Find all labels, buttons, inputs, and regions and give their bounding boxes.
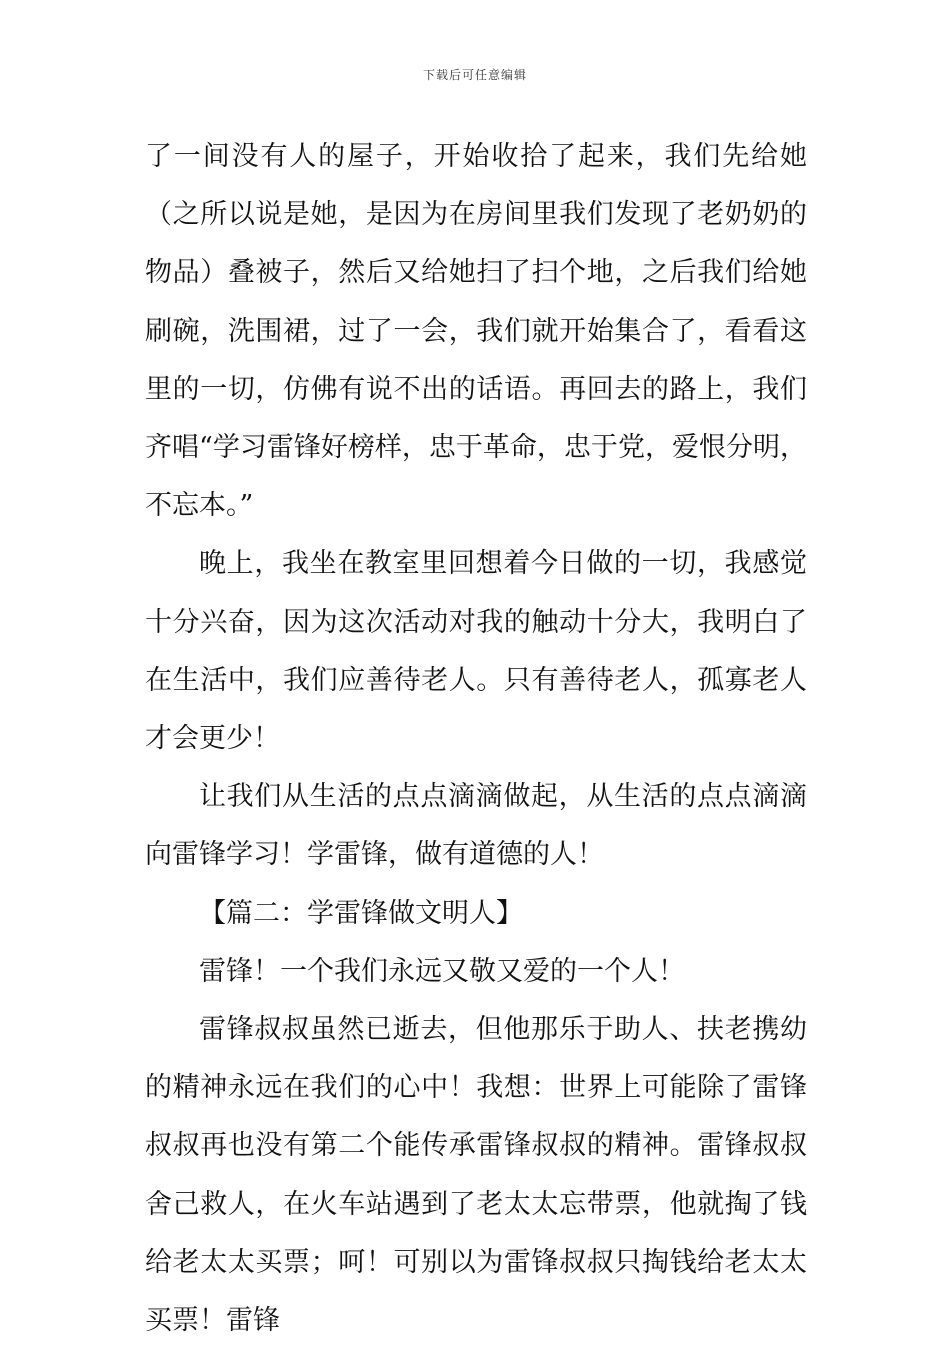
paragraph-leifeng-intro: 雷锋！一个我们永远又敬又爱的一个人！: [199, 955, 685, 987]
paragraph-learn-from-leifeng: 让我们从生活的点点滴滴做起，从生活的点点滴滴向雷锋学习！学雷锋，做有道德的人！: [145, 781, 807, 871]
document-body: [145, 128, 807, 1350]
section-heading: 【篇二：学雷锋做文明人】: [199, 897, 523, 929]
header-note: 下载后可任意编辑: [422, 68, 527, 82]
paragraph-continuation: 了一间没有人的屋子，开始收拾了起来，我们先给她（之所以说是她，是因为在房间里我们发现了老奶奶的物品）叠被子，然后又给她扫了扫个地，之后我们给她刷碗，洗围裙，过了一会，我们就开始集合了，看看这里的一切，仿佛有说不出的话语。再回去的路上，我们齐唱“学习雷锋好榜样，忠于革命，忠于党，爱恨分明，不忘本。”: [145, 141, 807, 522]
paragraph-evening: 晚上，我坐在教室里回想着今日做的一切，我感觉十分兴奋，因为这次活动对我的触动十分大，我明白了在生活中，我们应善待老人。只有善待老人，孤寡老人才会更少！: [145, 548, 807, 755]
paragraph-leifeng-spirit: 雷锋叔叔虽然已逝去，但他那乐于助人、扶老携幼的精神永远在我们的心中！我想：世界上可能除了雷锋叔叔再也没有第二个能传承雷锋叔叔的精神。雷锋叔叔舍己救人，在火车站遇到了老太太忘带票，他就掏了钱给老太太买票；呵！可别以为雷锋叔叔只掏钱给老太太买票！雷锋: [145, 1014, 807, 1337]
